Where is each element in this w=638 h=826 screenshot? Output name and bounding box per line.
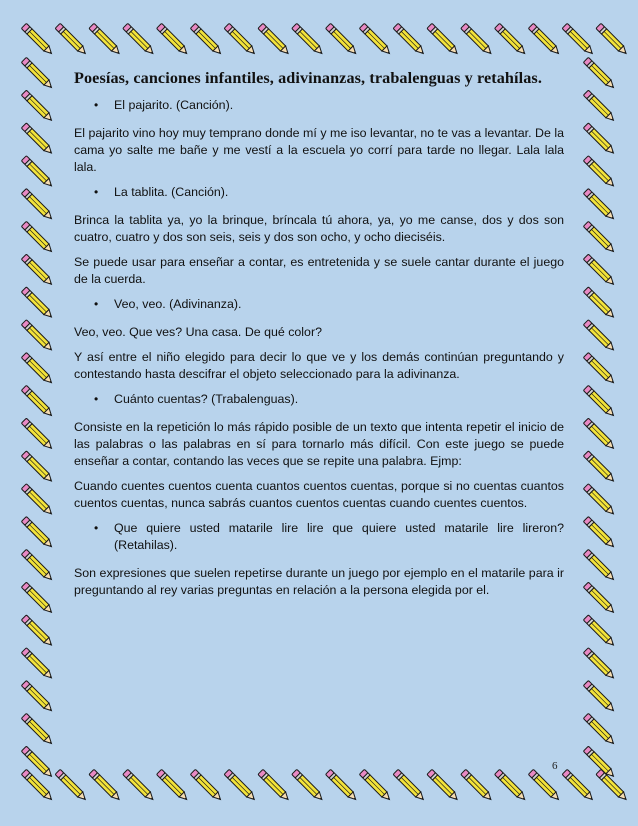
- pencil-icon: [190, 769, 223, 802]
- pencil-icon: [583, 713, 616, 746]
- page-number: 6: [552, 760, 558, 772]
- pencil-icon: [21, 451, 54, 484]
- pencil-icon: [224, 769, 257, 802]
- pencil-icon: [427, 769, 460, 802]
- pencil-icon: [21, 549, 54, 582]
- pencil-icon: [21, 189, 54, 222]
- bullet-dot-icon: •: [94, 297, 99, 311]
- pencil-icon: [583, 549, 616, 582]
- pencil-icon: [583, 156, 616, 189]
- pencil-icon: [157, 23, 190, 56]
- pencil-icon: [393, 769, 426, 802]
- pencil-icon: [21, 713, 54, 746]
- bullet-dot-icon: •: [94, 185, 99, 199]
- pencil-icon: [583, 418, 616, 451]
- pencil-icon: [21, 582, 54, 615]
- pencil-icon: [21, 320, 54, 353]
- pencil-icon: [359, 769, 392, 802]
- pencil-icon: [583, 57, 616, 90]
- pencil-icon: [55, 769, 88, 802]
- paragraph: Se puede usar para enseñar a contar, es entretenida y se suele cantar durante el juego de la cuerda.: [74, 255, 564, 286]
- pencil-icon: [583, 221, 616, 254]
- bullet-item: [74, 97, 564, 114]
- page-content: [74, 70, 564, 607]
- paragraph: Cuando cuentes cuentos cuenta cuantos cuentos cuentas, porque si no cuentas cuantos cuentos cuentas, nunca sabrás cuantos cuentos cuentas cuando cuentes cuentos.: [74, 479, 564, 510]
- pencil-icon: [583, 681, 616, 714]
- pencil-icon: [583, 287, 616, 320]
- pencil-icon: [21, 385, 54, 418]
- pencil-icon: [461, 23, 494, 56]
- pencil-icon: [123, 769, 156, 802]
- pencil-icon: [461, 769, 494, 802]
- pencil-icon: [583, 484, 616, 517]
- bullet-dot-icon: •: [94, 521, 99, 535]
- pencil-icon: [583, 582, 616, 615]
- pencil-icon: [359, 23, 392, 56]
- sections: [74, 97, 564, 599]
- pencil-icon: [123, 23, 156, 56]
- bullet-text: La tablita. (Canción).: [114, 185, 229, 199]
- pencil-icon: [583, 123, 616, 156]
- pencil-icon: [292, 769, 325, 802]
- pencil-icon: [583, 648, 616, 681]
- pencil-icon: [583, 615, 616, 648]
- pencil-icon: [89, 769, 122, 802]
- pencil-icon: [583, 320, 616, 353]
- pencil-icon: [326, 23, 359, 56]
- pencil-icon: [393, 23, 426, 56]
- pencil-icon: [528, 23, 561, 56]
- pencil-icon: [21, 615, 54, 648]
- pencil-icon: [21, 23, 54, 56]
- bullet-item: [74, 520, 564, 554]
- pencil-icon: [583, 451, 616, 484]
- page-title: Poesías, canciones infantiles, adivinanzas, trabalenguas y retahílas.: [74, 69, 542, 87]
- pencil-icon: [21, 156, 54, 189]
- pencil-icon: [596, 23, 629, 56]
- paragraph: Brinca la tablita ya, yo la brinque, bríncala tú ahora, ya, yo me canse, dos y dos son cuatro, cuatro y dos son seis, seis y dos son ocho, y ocho dieciséis.: [74, 213, 564, 244]
- pencil-icon: [21, 254, 54, 287]
- pencil-icon: [21, 484, 54, 517]
- bullet-text: Cuánto cuentas? (Trabalenguas).: [114, 392, 299, 406]
- bullet-item: [74, 391, 564, 408]
- pencil-icon: [258, 769, 291, 802]
- pencil-icon: [21, 418, 54, 451]
- paragraph: Son expresiones que suelen repetirse durante un juego por ejemplo en el matarile para ir preguntando al rey varias preguntas en relación a la persona elegida por el.: [74, 566, 564, 597]
- pencil-icon: [55, 23, 88, 56]
- bullet-text: Veo, veo. (Adivinanza).: [114, 297, 242, 311]
- pencil-icon: [21, 648, 54, 681]
- pencil-icon: [21, 57, 54, 90]
- paragraph: Consiste en la repetición lo más rápido posible de un texto que intenta repetir el inicio de las palabras o las palabras en sí para tornarlo más difícil. Con este juego se puede enseñar a contar, contando las veces que se repite una palabra. Ejmp:: [74, 420, 564, 468]
- pencil-icon: [21, 90, 54, 123]
- pencil-icon: [292, 23, 325, 56]
- bullet-text: El pajarito. (Canción).: [114, 98, 234, 112]
- pencil-icon: [427, 23, 460, 56]
- pencil-icon: [21, 287, 54, 320]
- pencil-icon: [326, 769, 359, 802]
- paragraph: Veo, veo. Que ves? Una casa. De qué color?: [74, 325, 322, 339]
- bullet-dot-icon: •: [94, 98, 99, 112]
- bullet-dot-icon: •: [94, 392, 99, 406]
- pencil-icon: [21, 123, 54, 156]
- pencil-icon: [583, 517, 616, 550]
- pencil-icon: [562, 23, 595, 56]
- paragraph: El pajarito vino hoy muy temprano donde mí y me iso levantar, no te vas a levantar. De la cama yo salte me bañe y me vestí a la escuela yo corrí para tarde no llegar. Lala lala lala.: [74, 126, 564, 174]
- pencil-icon: [157, 769, 190, 802]
- paragraph: Y así entre el niño elegido para decir lo que ve y los demás continúan preguntando y contestando hasta descifrar el objeto seleccionado para la adivinanza.: [74, 350, 564, 381]
- pencil-icon: [190, 23, 223, 56]
- pencil-icon: [21, 221, 54, 254]
- pencil-icon: [562, 769, 595, 802]
- pencil-icon: [89, 23, 122, 56]
- bullet-item: [74, 296, 564, 313]
- bullet-text: Que quiere usted matarile lire lire que quiere usted matarile lire lireron? (Retahilas).: [114, 521, 564, 552]
- pencil-icon: [583, 189, 616, 222]
- pencil-icon: [583, 385, 616, 418]
- bullet-item: [74, 184, 564, 201]
- pencil-icon: [224, 23, 257, 56]
- pencil-icon: [583, 254, 616, 287]
- pencil-icon: [21, 681, 54, 714]
- pencil-icon: [495, 769, 528, 802]
- pencil-icon: [583, 353, 616, 386]
- pencil-icon: [528, 769, 561, 802]
- pencil-icon: [21, 517, 54, 550]
- pencil-icon: [258, 23, 291, 56]
- pencil-icon: [21, 353, 54, 386]
- pencil-icon: [495, 23, 528, 56]
- pencil-icon: [583, 90, 616, 123]
